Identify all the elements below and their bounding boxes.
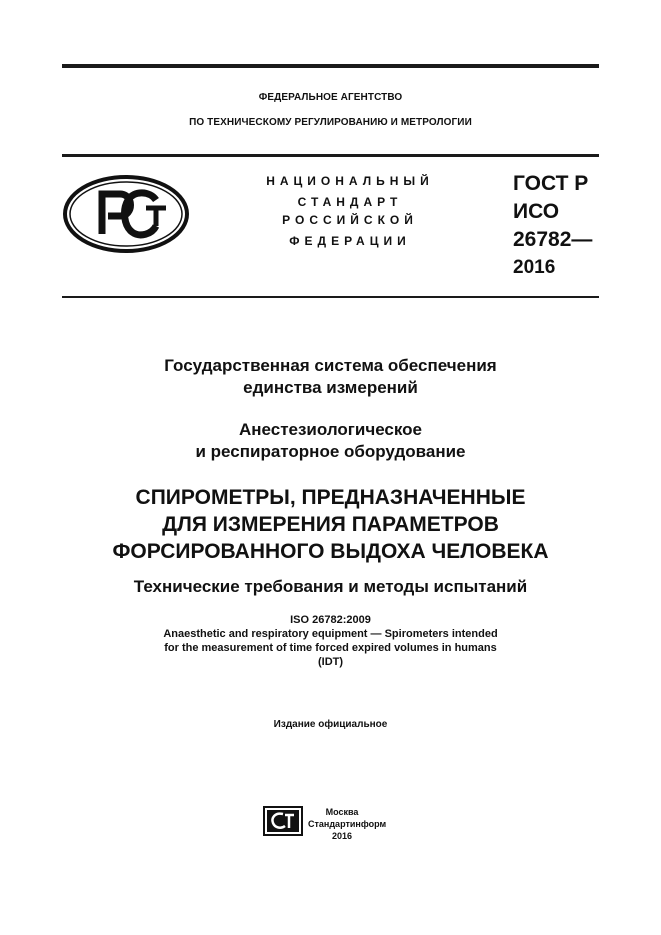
main-title <box>62 484 599 565</box>
equipment-title-line-1: Анестезиологическое <box>238 420 423 439</box>
publisher-info <box>308 806 387 842</box>
rst-logo-icon <box>62 174 190 254</box>
subtitle: Технические требования и методы испытаний <box>133 577 528 596</box>
standard-type-line-2: СТАНДАРТ <box>297 195 403 209</box>
top-rule <box>62 64 599 68</box>
agency-line-1: ФЕДЕРАЛЬНОЕ АГЕНТСТВО <box>258 92 403 103</box>
standard-type-line-4: ФЕДЕРАЦИИ <box>289 234 411 248</box>
agency-line-2: ПО ТЕХНИЧЕСКОМУ РЕГУЛИРОВАНИЮ И МЕТРОЛОГИИ <box>189 117 472 128</box>
publisher-year: 2016 <box>331 831 353 841</box>
system-title-line-2: единства измерений <box>243 378 418 397</box>
designation-line-2: ИСО <box>513 200 560 223</box>
main-title-line-1: СПИРОМЕТРЫ, ПРЕДНАЗНАЧЕННЫЕ <box>135 486 526 509</box>
lower-rule <box>62 296 599 298</box>
main-title-line-2: ДЛЯ ИЗМЕРЕНИЯ ПАРАМЕТРОВ <box>162 513 499 536</box>
edition-label: Издание официальное <box>273 719 388 730</box>
equipment-title <box>62 419 599 463</box>
iso-reference <box>62 613 599 669</box>
system-title-line-1: Государственная система обеспечения <box>164 356 497 375</box>
standard-type-line-3: РОССИЙСКОЙ <box>282 213 418 227</box>
designation-line-4: 2016 <box>513 257 556 278</box>
iso-title-line-2: for the measurement of time forced expired volumes in humans <box>164 642 497 654</box>
standard-type-line-1: НАЦИОНАЛЬНЫЙ <box>266 174 434 188</box>
iso-title-line-1: Anaesthetic and respiratory equipment — Spirometers intended <box>163 628 498 640</box>
system-title <box>62 355 599 399</box>
standartinform-logo-icon <box>263 806 303 836</box>
iso-title-line-3: (IDT) <box>317 656 344 668</box>
iso-code: ISO 26782:2009 <box>290 614 371 626</box>
main-title-line-3: ФОРСИРОВАННОГО ВЫДОХА ЧЕЛОВЕКА <box>112 540 549 563</box>
publisher-name: Стандартинформ <box>308 819 387 829</box>
publisher-city: Москва <box>325 807 359 817</box>
designation-line-3: 26782— <box>513 228 593 251</box>
middle-rule <box>62 154 599 157</box>
equipment-title-line-2: и респираторное оборудование <box>195 442 466 461</box>
designation-line-1: ГОСТ Р <box>513 172 589 195</box>
